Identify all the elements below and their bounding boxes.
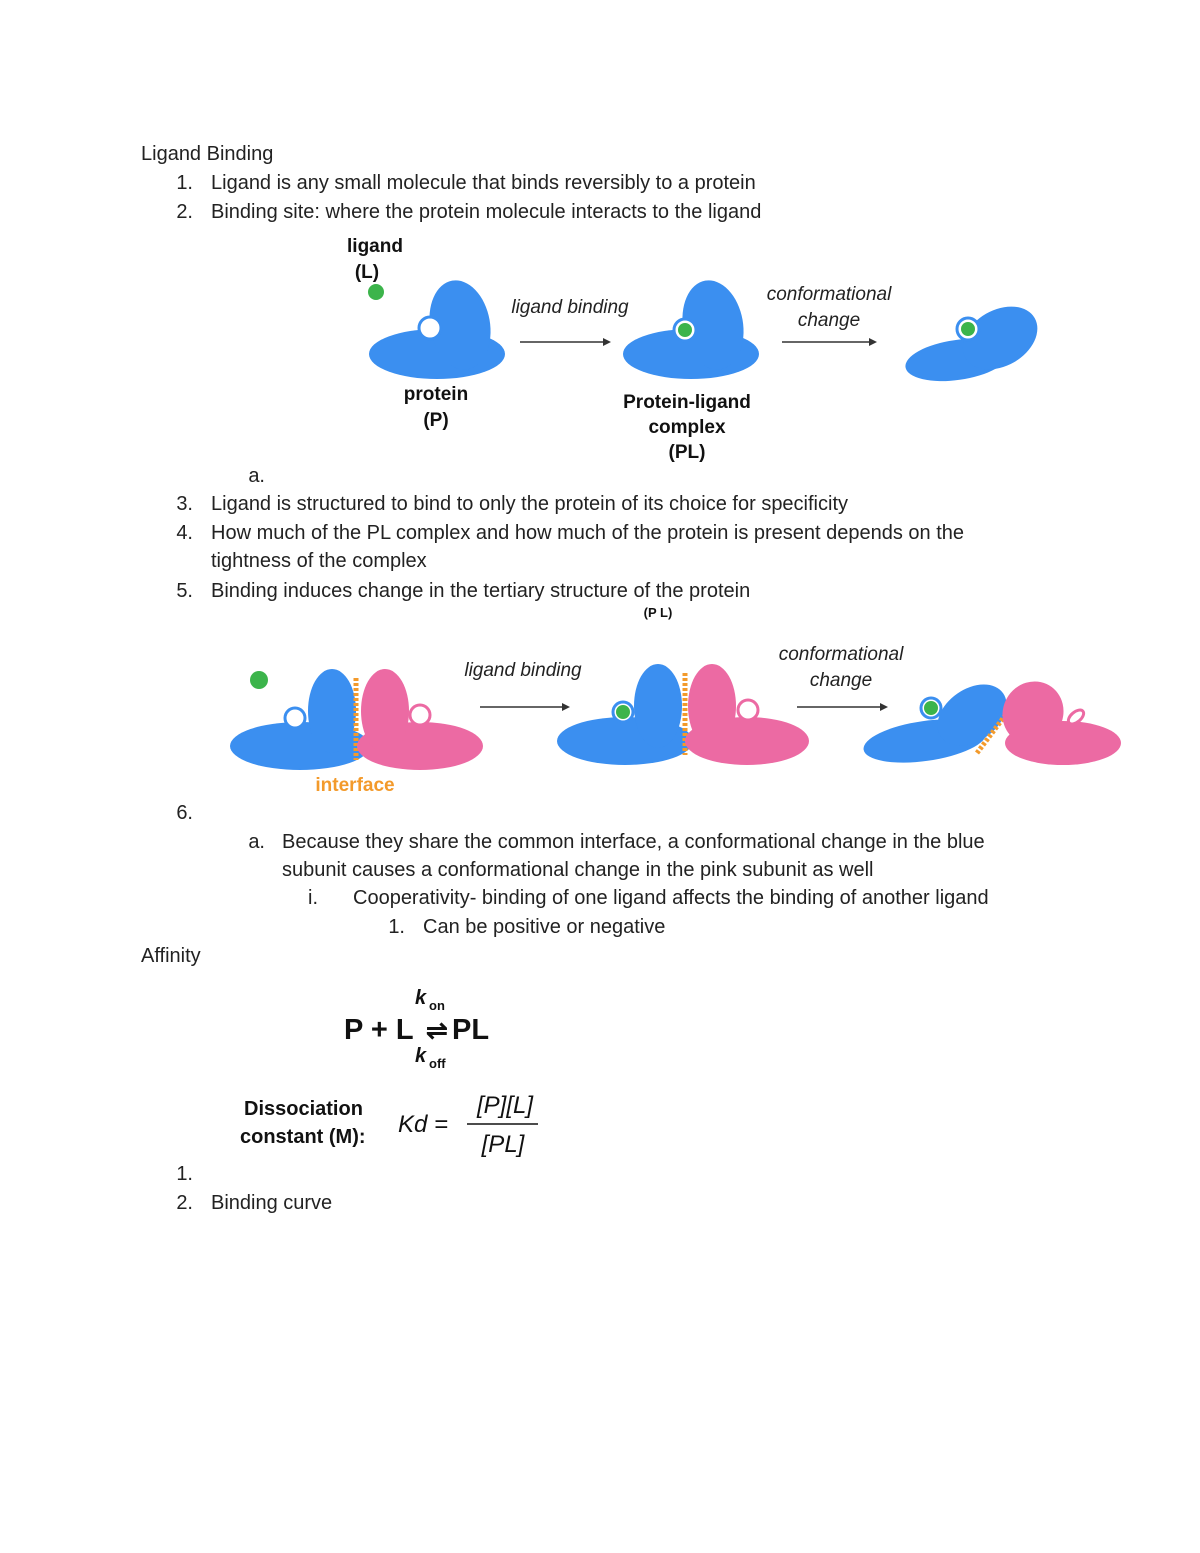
arrow-label-conformational: conformational bbox=[766, 284, 892, 305]
protein-label-abbr: (P) bbox=[423, 410, 449, 431]
k-on: k bbox=[415, 987, 427, 1009]
pink-subunit-changed bbox=[991, 670, 1121, 765]
affinity-equation bbox=[230, 980, 560, 1165]
list-item: How much of the PL complex and how much of the protein is present depends on the bbox=[211, 522, 965, 544]
complex-label-line2: complex bbox=[648, 417, 726, 438]
blue-subunit-changed bbox=[861, 672, 1018, 770]
fraction-denominator: [PL] bbox=[481, 1131, 525, 1158]
reaction-left: P + L bbox=[344, 1014, 414, 1046]
arrow-head bbox=[603, 338, 611, 346]
list-item-continuation: tightness of the complex bbox=[211, 550, 427, 572]
arrow-label-ligand-binding: ligand binding bbox=[511, 297, 629, 318]
arrow-label-change: change bbox=[809, 670, 873, 691]
protein-label: protein bbox=[403, 384, 469, 405]
section-heading-affinity: Affinity bbox=[141, 945, 201, 967]
arrow-label-conformational: conformational bbox=[778, 644, 904, 665]
list-number: 1. bbox=[176, 172, 193, 194]
interface-label: interface bbox=[315, 775, 395, 796]
reaction-right: PL bbox=[452, 1014, 490, 1046]
cooperativity-diagram bbox=[225, 603, 1125, 803]
list-item: Ligand is any small molecule that binds reversibly to a protein bbox=[211, 172, 756, 194]
k-off: k bbox=[415, 1045, 427, 1067]
list-item: Binding site: where the protein molecule interacts to the ligand bbox=[211, 201, 762, 223]
arrow-head bbox=[880, 703, 888, 711]
binding-site bbox=[419, 317, 441, 339]
k-on-subscript: on bbox=[429, 998, 445, 1013]
ligand-label-abbr: (L) bbox=[354, 262, 380, 283]
list-number: 3. bbox=[176, 493, 193, 515]
protein-ligand-complex-shape bbox=[623, 275, 759, 379]
complex-label: Protein-ligand bbox=[623, 392, 751, 413]
complex-label-abbr: (PL) bbox=[668, 442, 706, 463]
protein-shape bbox=[369, 275, 505, 379]
list-item: Cooperativity- binding of one ligand affects the binding of another ligand bbox=[353, 887, 989, 909]
arrow-label-ligand-binding: ligand binding bbox=[464, 660, 582, 681]
changed-protein-shape bbox=[903, 294, 1045, 387]
list-roman: i. bbox=[308, 887, 318, 909]
ligand-label: ligand bbox=[347, 236, 403, 257]
list-number: 5. bbox=[176, 580, 193, 602]
pink-subunit bbox=[357, 669, 483, 770]
list-item: Because they share the common interface, a conformational change in the blue bbox=[282, 831, 985, 853]
list-number: 1. bbox=[388, 916, 405, 938]
ligand-binding-diagram bbox=[285, 230, 1045, 470]
list-item: Binding induces change in the tertiary structure of the protein bbox=[211, 580, 751, 602]
blue-subunit bbox=[230, 669, 370, 770]
pink-subunit bbox=[685, 664, 809, 765]
fraction-numerator: [P][L] bbox=[476, 1092, 534, 1119]
arrow-label-change: change bbox=[797, 310, 861, 331]
list-item: Binding curve bbox=[211, 1192, 333, 1214]
arrow-head bbox=[869, 338, 877, 346]
list-item: Ligand is structured to bind to only the protein of its choice for specificity bbox=[211, 493, 849, 515]
ligand-dot bbox=[250, 671, 268, 689]
cropped-label: (P L) bbox=[643, 605, 673, 620]
dissociation-label-line2: constant (M): bbox=[240, 1126, 366, 1148]
section-heading-ligand-binding: Ligand Binding bbox=[141, 143, 274, 165]
list-number: 1. bbox=[176, 1163, 193, 1185]
list-number: 6. bbox=[176, 802, 193, 824]
ligand-dot bbox=[368, 284, 384, 300]
list-item: Can be positive or negative bbox=[423, 916, 666, 938]
arrow-head bbox=[562, 703, 570, 711]
list-number: 2. bbox=[176, 1192, 193, 1214]
list-item-continuation: subunit causes a conformational change in the pink subunit as well bbox=[282, 859, 874, 881]
k-off-subscript: off bbox=[429, 1056, 446, 1071]
equilibrium-arrows: ⇌ bbox=[426, 1015, 448, 1045]
list-number: 4. bbox=[176, 522, 193, 544]
list-number: 2. bbox=[176, 201, 193, 223]
kd-symbol: Kd = bbox=[398, 1111, 449, 1138]
list-letter: a. bbox=[248, 831, 265, 853]
list-letter: a. bbox=[248, 465, 265, 487]
dissociation-label: Dissociation bbox=[244, 1098, 363, 1120]
